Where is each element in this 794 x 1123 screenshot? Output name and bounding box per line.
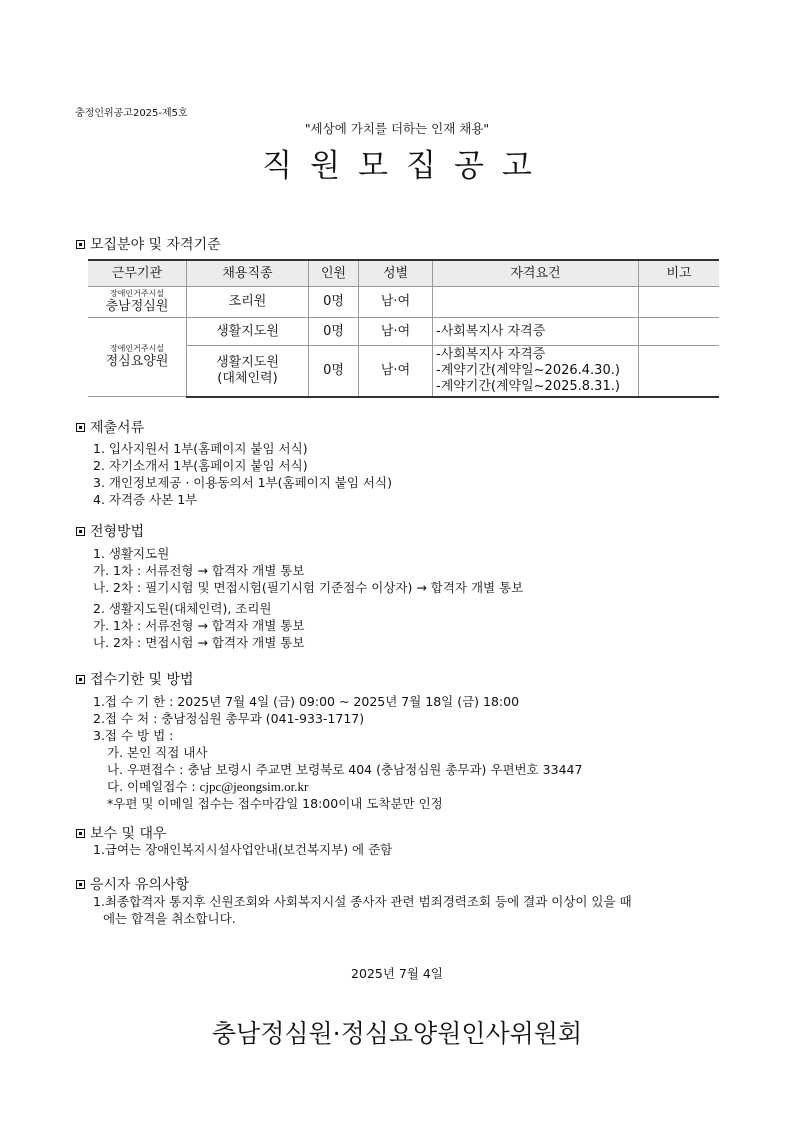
list-item: 2. 생활지도원(대체인력), 조리원	[93, 601, 272, 616]
selection-list	[93, 545, 523, 651]
list-item: 2. 자기소개서 1부(홈페이지 붙임 서식)	[93, 458, 308, 473]
recruitment-table	[88, 259, 719, 398]
requirements-cell: -사회복지사 자격증	[433, 318, 639, 346]
list-item: 나. 우편접수 : 충남 보령시 주교면 보령북로 404 (충남정심원 총무과) 우편번호 33447	[107, 762, 583, 777]
table-header-row	[88, 260, 719, 287]
note-cell	[639, 318, 720, 346]
list-item: 1.최종합격자 통지후 신원조회와 사회복지시설 종사자 관련 범죄경력조회 등에 결과 이상이 있을 때	[93, 894, 632, 909]
note-cell	[639, 287, 720, 318]
list-item: *우편 및 이메일 접수는 접수마감일 18:00이내 도착분만 인정	[107, 796, 443, 811]
list-item: 에는 합격을 취소합니다.	[103, 911, 236, 926]
count-cell: 0명	[309, 318, 359, 346]
table-row	[88, 287, 719, 318]
note-cell	[639, 346, 720, 397]
list-item: 나. 2차 : 면접시험 → 합격자 개별 통보	[93, 635, 305, 650]
square-bullet-icon	[76, 675, 85, 684]
page-title: 직원모집공고	[262, 148, 550, 184]
requirements-cell: -사회복지사 자격증 -계약기간(계약일~2026.4.30.) -계약기간(계약일~2025.8.31.)	[433, 346, 639, 397]
deadline-period: 1.접 수 기 한 : 2025년 7월 4일 (금) 09:00 ~ 2025년 7월 18일 (금) 18:00	[93, 694, 520, 709]
col-header-job: 채용직종	[187, 260, 309, 287]
list-item: 3. 개인정보제공 · 이용동의서 1부(홈페이지 붙임 서식)	[93, 475, 392, 490]
slogan: "세상에 가치를 더하는 인재 채용"	[304, 121, 490, 136]
signer-committee: 충남정심원·정심요양원인사위원회	[211, 1019, 583, 1048]
list-item: 1. 생활지도원	[93, 546, 170, 561]
section-pay-heading: 보수 및 대우	[76, 823, 167, 843]
job-cell: 조리원	[187, 287, 309, 318]
section-selection-heading: 전형방법	[76, 521, 144, 541]
document-number: 충정인위공고2025-제5호	[75, 108, 188, 119]
list-item: 1.급여는 장애인복지시설사업안내(보건복지부) 에 준함	[93, 842, 393, 857]
notes-list	[93, 893, 632, 927]
table-row	[88, 318, 719, 346]
list-item: 가. 1차 : 서류전형 → 합격자 개별 통보	[93, 618, 305, 633]
deadline-place: 2.접 수 처 : 충남정심원 총무과 (041-933-1717)	[93, 711, 365, 726]
deadline-list	[93, 693, 582, 812]
org-cell: 장애인거주시설 충남정심원	[88, 287, 187, 318]
square-bullet-icon	[76, 240, 85, 249]
list-item: 4. 자격증 사본 1부	[93, 492, 198, 507]
count-cell: 0명	[309, 287, 359, 318]
requirements-cell	[433, 287, 639, 318]
section-documents-heading: 제출서류	[76, 417, 144, 437]
col-header-requirements: 자격요건	[433, 260, 639, 287]
list-item: 1. 입사지원서 1부(홈페이지 붙임 서식)	[93, 441, 308, 456]
deadline-method: 3.접 수 방 법 :	[93, 728, 174, 743]
list-item: 다. 이메일접수 : cjpc@jeongsim.or.kr	[107, 779, 309, 794]
job-cell: 생활지도원 (대체인력)	[187, 346, 309, 397]
list-item: 가. 1차 : 서류전형 → 합격자 개별 통보	[93, 563, 305, 578]
square-bullet-icon	[76, 423, 85, 432]
list-item: 나. 2차 : 필기시험 및 면접시험(필기시험 기준점수 이상자) → 합격자 개별 통보	[93, 580, 524, 595]
list-item: 가. 본인 직접 내사	[107, 745, 208, 760]
sex-cell: 남·여	[359, 318, 433, 346]
sex-cell: 남·여	[359, 287, 433, 318]
section-notes-heading: 응시자 유의사항	[76, 874, 189, 894]
sex-cell: 남·여	[359, 346, 433, 397]
col-header-note: 비고	[639, 260, 720, 287]
square-bullet-icon	[76, 880, 85, 889]
announcement-date: 2025년 7월 4일	[351, 966, 443, 981]
org-cell: 장애인거주시설 정심요양원	[88, 318, 187, 397]
col-header-org: 근무기관	[88, 260, 187, 287]
square-bullet-icon	[76, 527, 85, 536]
col-header-count: 인원	[309, 260, 359, 287]
pay-list	[93, 841, 392, 858]
job-cell: 생활지도원	[187, 318, 309, 346]
documents-list	[93, 440, 392, 508]
section-deadline-heading: 접수기한 및 방법	[76, 669, 194, 689]
col-header-sex: 성별	[359, 260, 433, 287]
count-cell: 0명	[309, 346, 359, 397]
email-link[interactable]: cjpc@jeongsim.or.kr	[199, 779, 309, 794]
square-bullet-icon	[76, 829, 85, 838]
section-recruit-heading: 모집분야 및 자격기준	[76, 234, 221, 254]
